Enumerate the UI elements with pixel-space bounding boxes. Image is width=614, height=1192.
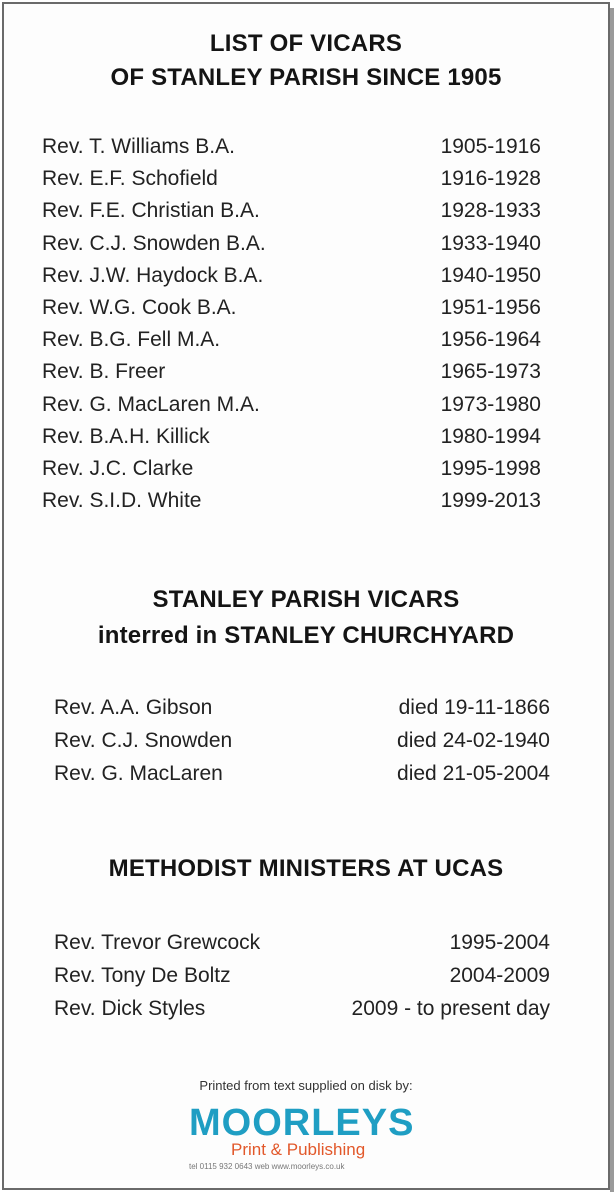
list-item-value: 1995-1998 (440, 457, 541, 480)
list-item (54, 931, 550, 959)
list-item (54, 696, 550, 724)
list-item-value: died 24-02-1940 (397, 729, 550, 752)
list-item (54, 729, 550, 757)
list-item-name: Rev. F.E. Christian B.A. (42, 199, 260, 223)
list-item-value: 1916-1928 (440, 167, 541, 191)
list-item-name: Rev. G. MacLaren (54, 762, 223, 785)
list-item-value: died 19-11-1866 (398, 696, 550, 719)
card-shadow (610, 8, 614, 1192)
interred-title-line1: STANLEY PARISH VICARS (152, 586, 460, 613)
list-item-name: Rev. B.G. Fell M.A. (42, 328, 221, 352)
list-item-value: 1965-1973 (440, 360, 541, 384)
list-item-name: Rev. C.J. Snowden (54, 729, 233, 752)
list-item-value: 1980-1994 (440, 424, 541, 448)
list-item-name: Rev. Dick Styles (54, 997, 206, 1020)
list-item-name: Rev. Trevor Grewcock (54, 931, 261, 954)
list-item-name: Rev. W.G. Cook B.A. (42, 296, 237, 319)
list-item-value: died 21-05-2004 (397, 762, 550, 785)
methodist-title: METHODIST MINISTERS AT UCAS (108, 855, 504, 882)
list-item-name: Rev. A.A. Gibson (54, 696, 213, 719)
list-item (54, 762, 550, 790)
page-card (2, 2, 610, 1190)
list-item-value: 1956-1964 (440, 328, 541, 352)
list-item (54, 997, 550, 1025)
list-item (42, 296, 541, 324)
list-item-value: 1999-2013 (440, 489, 541, 513)
list-item (42, 135, 541, 163)
list-item (42, 264, 541, 292)
list-item-name: Rev. G. MacLaren M.A. (42, 392, 260, 416)
list-item (42, 199, 541, 227)
list-item-value: 1933-1940 (440, 231, 541, 255)
list-item (42, 393, 541, 421)
list-item (54, 964, 550, 992)
list-item-name: Rev. T. Williams B.A. (42, 135, 235, 158)
vicars-title-line1: LIST OF VICARS (209, 30, 403, 57)
list-item-value: 1951-1956 (440, 296, 541, 319)
logo-contact: tel 0115 932 0643 web www.moorleys.co.uk (189, 1162, 345, 1171)
list-item (42, 167, 541, 195)
list-item-name: Rev. B. Freer (42, 360, 166, 384)
list-item (42, 425, 541, 453)
list-item (42, 457, 541, 485)
list-item-name: Rev. B.A.H. Killick (42, 424, 210, 448)
logo-name: MOORLEYS (189, 1102, 415, 1144)
list-item-value: 2009 - to present day (351, 997, 550, 1020)
list-item-value: 1995-2004 (449, 931, 550, 954)
list-item (42, 360, 541, 388)
list-item-value: 1905-1916 (440, 135, 541, 158)
list-item (42, 489, 541, 517)
interred-title-line2: interred in STANLEY CHURCHYARD (97, 622, 515, 649)
list-item-value: 2004-2009 (449, 964, 550, 987)
list-item-value: 1928-1933 (440, 199, 541, 223)
list-item-name: Rev. J.W. Haydock B.A. (42, 263, 264, 287)
list-item-name: Rev. J.C. Clarke (42, 457, 194, 480)
moorleys-logo (189, 1102, 419, 1182)
list-item-value: 1973-1980 (440, 392, 541, 416)
list-item-value: 1940-1950 (440, 263, 541, 287)
logo-tagline: Print & Publishing (231, 1140, 366, 1159)
list-item (42, 328, 541, 356)
printer-note: Printed from text supplied on disk by: (199, 1078, 413, 1093)
list-item-name: Rev. C.J. Snowden B.A. (42, 231, 266, 255)
vicars-title-line2: OF STANLEY PARISH SINCE 1905 (110, 64, 502, 91)
list-item-name: Rev. S.I.D. White (42, 489, 202, 513)
list-item (42, 232, 541, 260)
list-item-name: Rev. Tony De Boltz (54, 964, 231, 987)
list-item-name: Rev. E.F. Schofield (42, 167, 218, 191)
